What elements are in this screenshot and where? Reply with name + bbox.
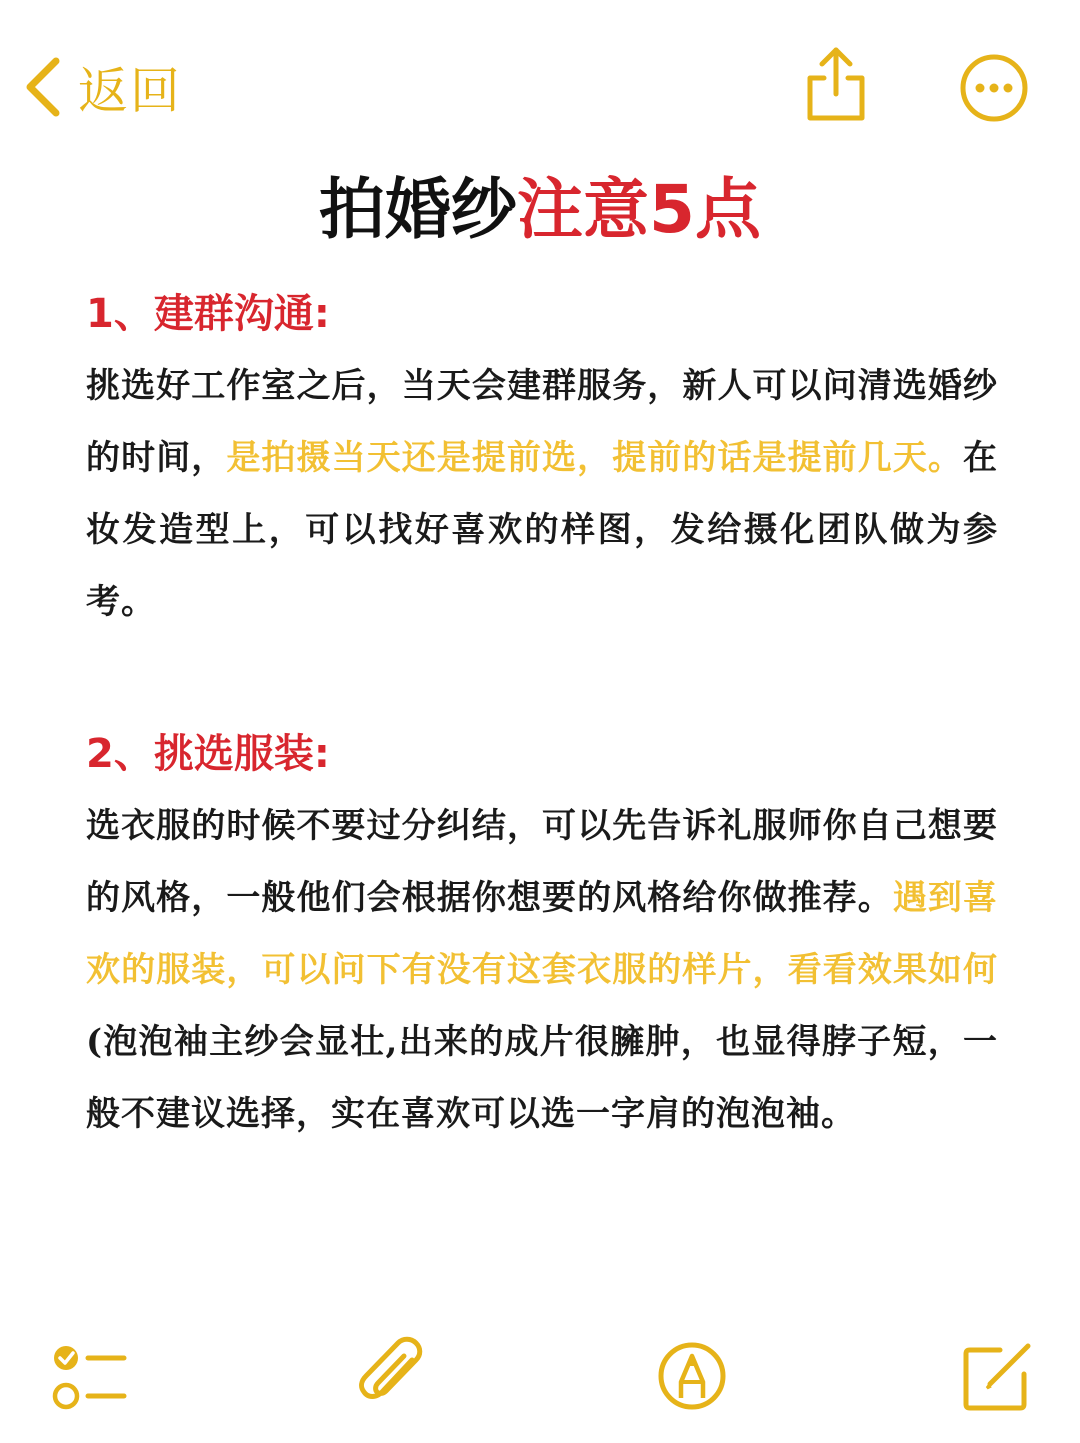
- paragraph-text: 挑选好工作室之后，当天会建群服务，新人可以问清选婚纱的时间，: [86, 366, 998, 478]
- title-part-red: 注意5点: [517, 171, 761, 248]
- more-icon: [958, 109, 1030, 128]
- bottom-toolbar: [0, 1330, 1080, 1430]
- note-title: [0, 168, 1080, 252]
- compose-icon: [960, 1338, 1036, 1414]
- paragraph-text: 在妆发造型上，可以找好喜欢的样图，发给摄化团队做为参考。: [86, 438, 999, 622]
- paragraph-text: 选衣服的时候不要过分纠结，可以先告诉礼服师你自己想要的风格，一般他们会根据你想要的风格给你做推荐。: [86, 806, 998, 918]
- note-body[interactable]: [86, 282, 998, 1150]
- share-icon: [804, 109, 868, 128]
- more-options-button[interactable]: [958, 52, 1030, 124]
- paragraph-text: (泡泡袖主纱会显壮,出来的成片很臃肿，也显得脖子短，一般不建议选择，实在喜欢可以选一字肩的泡泡袖。: [86, 1022, 998, 1134]
- section-paragraph: [86, 790, 998, 1150]
- section-2: [86, 722, 998, 1150]
- attach-button[interactable]: [356, 1336, 432, 1416]
- chevron-left-icon: [22, 55, 62, 119]
- checklist-button[interactable]: [50, 1340, 130, 1412]
- highlighted-text: 遇到喜欢的服装，可以问下有没有这套衣服的样片，看看效果如何: [86, 878, 999, 990]
- back-label: 返回: [78, 62, 182, 120]
- section-heading: 2、挑选服装:: [86, 731, 330, 777]
- section-paragraph: [86, 350, 998, 638]
- markup-pen-icon: [656, 1340, 728, 1412]
- highlighted-text: 是拍摄当天还是提前选，提前的话是提前几天。: [226, 438, 964, 478]
- section-1: [86, 282, 998, 638]
- compose-button[interactable]: [960, 1338, 1036, 1414]
- markup-button[interactable]: [656, 1340, 728, 1412]
- paperclip-icon: [356, 1336, 432, 1416]
- checklist-icon: [50, 1340, 130, 1412]
- back-button[interactable]: [22, 52, 182, 122]
- section-heading: 1、建群沟通:: [86, 291, 330, 337]
- top-navigation-bar: [0, 0, 1080, 170]
- title-part-black: 拍婚纱: [319, 171, 518, 248]
- share-button[interactable]: [804, 44, 868, 124]
